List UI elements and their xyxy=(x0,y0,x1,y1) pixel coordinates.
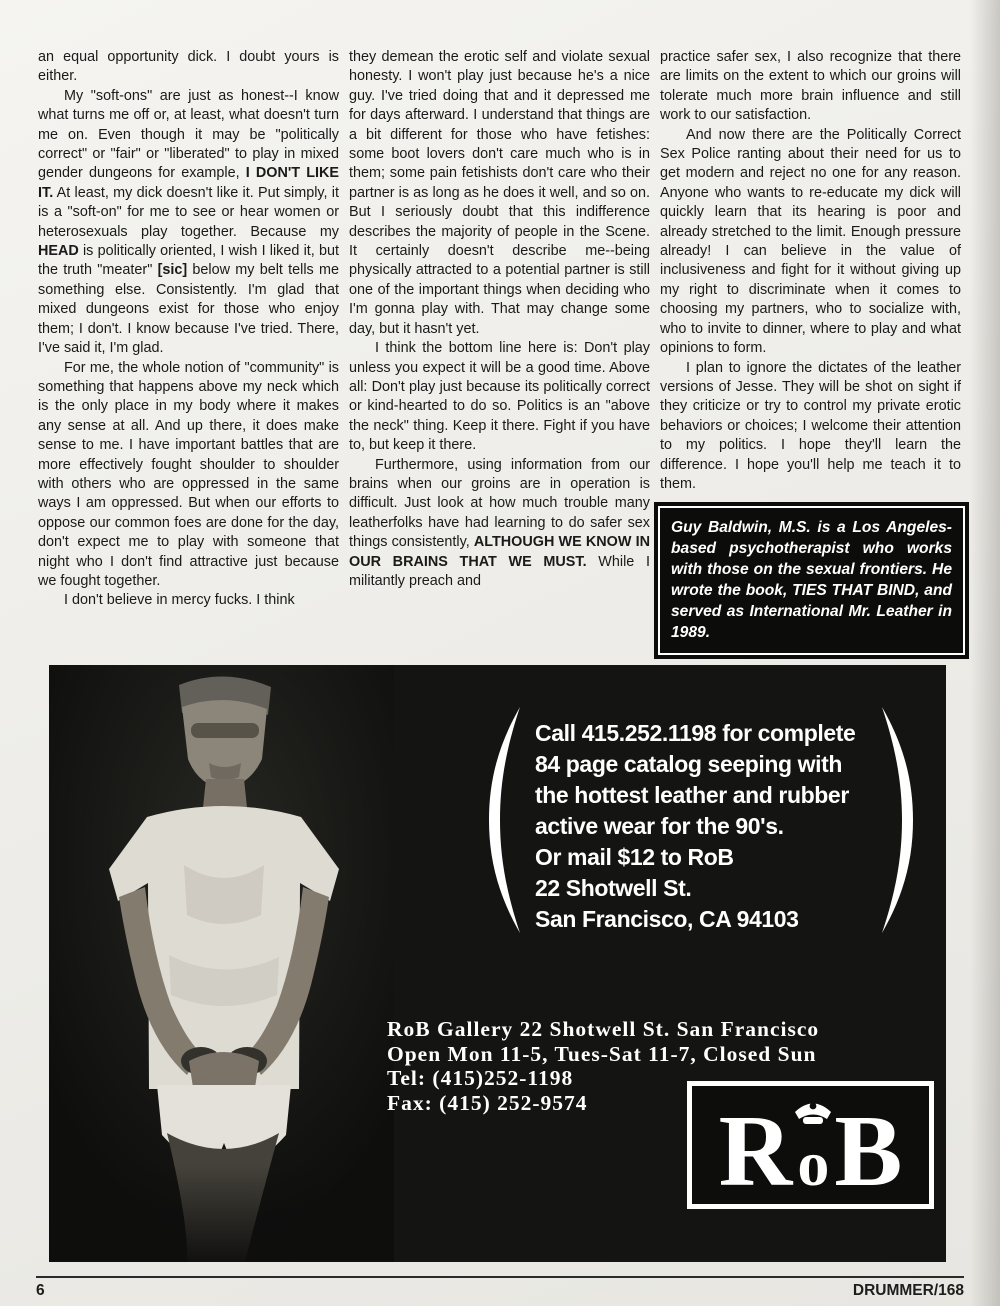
police-cap-icon xyxy=(791,1093,835,1129)
page-footer xyxy=(36,1276,964,1300)
author-bio-text: Guy Baldwin, M.S. is a Los Angeles-based psychotherapist who works with those on the sexual frontiers. He wrote the book, TIES THAT BIND, and served as International Mr. Leather in 1989. xyxy=(671,519,952,642)
page-number: 6 xyxy=(36,1282,45,1299)
catalog-line: Call 415.252.1198 for complete xyxy=(535,720,856,746)
catalog-line: 84 page catalog seeping with xyxy=(535,751,843,777)
gallery-address-line: RoB Gallery 22 Shotwell St. San Francisco xyxy=(387,1017,820,1041)
rob-logo-letter-o: o xyxy=(797,1128,830,1200)
gallery-fax-line: Fax: (415) 252-9574 xyxy=(387,1090,588,1115)
article-paragraph: And now there are the Politically Correct Sex Police ranting about their need for us to get modern and reject no one for any reason. Anyone who wants to re-educate my dick will quickly learn that its hearing is poor and already stretched to the limit. Enough pressure already! I can believe in the value of inclusiveness and fight for it without giving up my right to discriminate when it comes to choosing my partners, who to socialize with, who to invite to dinner, where to play and what opinions to form. xyxy=(660,126,961,357)
rob-logo-text xyxy=(718,1095,903,1209)
article-paragraph: My "soft-ons" are just as honest--I know what turns me off or, at least, what doesn't turn me on. Even though it may be "politically correct" or "fair" or "liberated" to play in mixed gender dungeons for example, I DON'T LIKE IT. At least, my dick doesn't like it. Put simply, it is a "soft-on" for me to see or hear women or heterosexuals play together. Because my HEAD is politically oriented, I wish I liked it, but the truth "meater" [sic] below my belt tells me something else. Consistently. I'm glad that mixed dungeons exist for those who enjoy them; I don't. I know because I've tried. There, I've said it, I'm glad. xyxy=(38,87,339,357)
article-paragraph: For me, the whole notion of "community" is something that happens above my neck which is the only place in my body where it makes any sense at all. And up there, it does make sense to me. I have important battles that are more effectively fought shoulder to shoulder with others who are oppressed in the same ways I am oppressed. But when our efforts to oppose our common foes are done for the day, don't expect me to play with someone that night who I don't find attractive just because we fought together. xyxy=(38,359,339,589)
article-paragraph: they demean the erotic self and violate sexual honesty. I won't play just because he's a nice guy. I've tried doing that and it depressed me for days afterward. I understand that things are a bit different for those who have fetishes: some boot lovers don't care much who is in them; some pain fetishists don't care who their partner is as long as he does it well, and so on. But I seriously doubt that this indifference describes the majority of people in the Scene. It certainly doesn't describe me--being physically attracted to a potential partner is still one of the important things when deciding who I'm gonna play with. That may change some day, but it hasn't yet. xyxy=(349,49,650,337)
gallery-hours-line: Open Mon 11-5, Tues-Sat 11-7, Closed Sun xyxy=(387,1041,817,1066)
rob-logo-letter-o-wrap xyxy=(797,1128,830,1200)
catalog-copy-block xyxy=(487,705,915,935)
scan-edge-shadow xyxy=(970,0,1000,1306)
catalog-line: San Francisco, CA 94103 xyxy=(535,906,799,932)
rob-logo xyxy=(687,1081,934,1209)
catalog-line: 22 Shotwell St. xyxy=(535,875,692,901)
article-paragraph: I think the bottom line here is: Don't play unless you expect it will be a good time. Above all: Don't play just because its politically correct or kind-hearted to do so. Politics is an "above the neck" thing. Keep it there. Fight if you have to, but keep it there. xyxy=(349,340,650,454)
ad-photo-man-in-white-tshirt xyxy=(49,665,394,1262)
author-bio-box xyxy=(658,506,965,655)
rob-logo-letter-b: B xyxy=(834,1095,903,1209)
magazine-title: DRUMMER/168 xyxy=(852,1282,964,1299)
article-paragraph: I plan to ignore the dictates of the leather versions of Jesse. They will be shot on sight if they criticize or try to control my private erotic behaviors or choices; I welcome their attention to my politics. I hope they'll learn the difference. I hope you'll help me teach it to them. xyxy=(660,359,961,492)
catalog-line: the hottest leather and rubber xyxy=(535,782,849,808)
catalog-line: Or mail $12 to RoB xyxy=(535,844,734,870)
article-paragraph: Furthermore, using information from our brains when our groins are in operation is difficult. Just look at how much trouble many leatherfolks have had learning to do safer sex things consistently, ALTHOUGH WE KNOW IN OUR BRAINS THAT WE MUST. While I militantly preach and xyxy=(349,456,650,589)
catalog-text xyxy=(523,705,879,935)
article-column-2 xyxy=(349,48,650,660)
catalog-line: active wear for the 90's. xyxy=(535,813,784,839)
right-parenthesis-icon xyxy=(879,705,915,935)
article-column-3 xyxy=(660,48,961,660)
article-paragraph: I don't believe in mercy fucks. I think xyxy=(64,592,295,609)
article-paragraph: practice safer sex, I also recognize that there are limits on the extent to which our groins will tolerate much more brain influence and still work to our satisfaction. xyxy=(660,49,961,124)
left-parenthesis-icon xyxy=(487,705,523,935)
rob-logo-letter-r: R xyxy=(718,1095,793,1209)
rob-gallery-ad xyxy=(49,665,946,1262)
gallery-phone-line: Tel: (415)252-1198 xyxy=(387,1066,574,1090)
article-column-1 xyxy=(38,48,339,660)
article-paragraph: an equal opportunity dick. I doubt yours is either. xyxy=(38,49,339,85)
